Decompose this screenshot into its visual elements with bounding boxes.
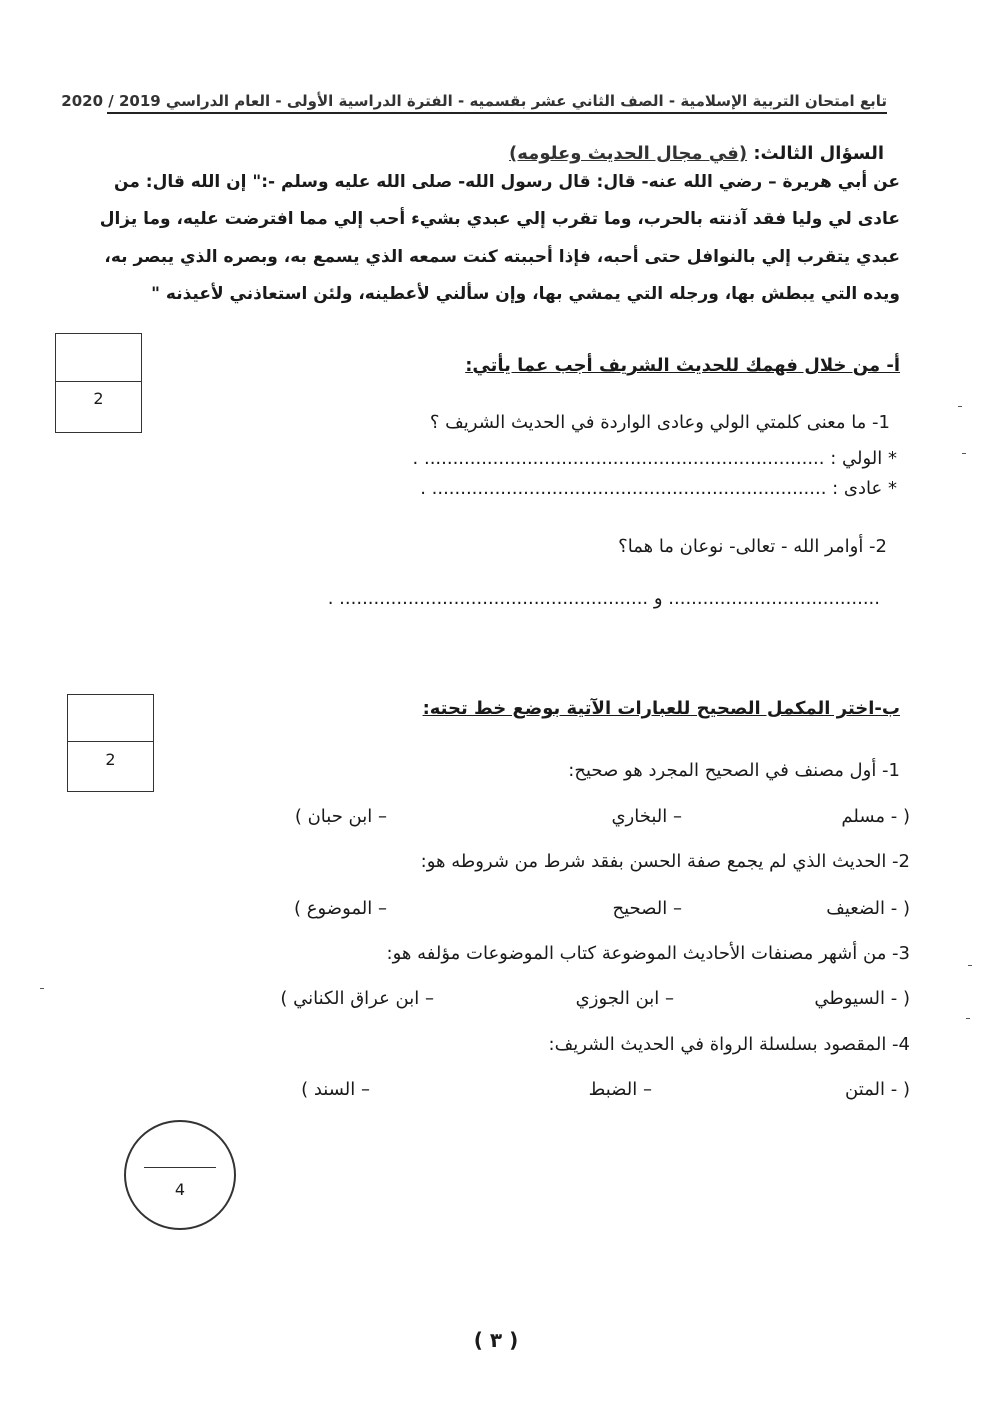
mcq-1-option-1[interactable]: ( - مسلم xyxy=(841,806,910,827)
question-label: السؤال الثالث: xyxy=(753,143,884,164)
scan-speck xyxy=(40,988,44,989)
mcq-1-option-3[interactable]: – ابن حبان ) xyxy=(294,806,387,827)
hadith-line-2: عادى لي وليا فقد آذنته بالحرب، وما تقرب إلي عبدي بشيء أحب إلي مما افترضت عليه، وما يزال xyxy=(99,209,900,229)
mcq-1-question: 1- أول مصنف في الصحيح المجرد هو صحيح: xyxy=(568,760,900,781)
score-box-a xyxy=(55,333,142,433)
total-score: 4 xyxy=(174,1180,186,1199)
mcq-3-question: 3- من أشهر مصنفات الأحاديث الموضوعة كتاب الموضوعات مؤلفه هو: xyxy=(386,943,910,964)
mcq-1-option-2[interactable]: – البخاري xyxy=(611,806,682,827)
mcq-4-question: 4- المقصود بسلسلة الرواة في الحديث الشريف: xyxy=(548,1034,910,1055)
question-title xyxy=(509,143,884,164)
mcq-3-option-1[interactable]: ( - السيوطي xyxy=(814,988,910,1009)
mcq-2-option-2[interactable]: – الصحيح xyxy=(612,898,682,919)
exam-header: تابع امتحان التربية الإسلامية - الصف الثاني عشر بقسميه - الفترة الدراسية الأولى - العام الدراسي 2019 / 2020 xyxy=(107,92,887,114)
total-score-circle xyxy=(124,1120,236,1230)
mcq-4-option-2[interactable]: – الضبط xyxy=(588,1079,652,1100)
question-1: 1- ما معنى كلمتي الولي وعادى الواردة في الحديث الشريف ؟ xyxy=(429,412,890,433)
hadith-line-4: ويده التي يبطش بها، ورجله التي يمشي بها، وإن سألني لأعطينه، ولئن استعاذني لأعيذنه " xyxy=(151,284,900,304)
hadith-line-3: عبدي يتقرب إلي بالنوافل حتى أحبه، فإذا أحببته كنت سمعه الذي يسمع به، وبصره الذي يبصر به، xyxy=(104,247,900,267)
hadith-line-1: عن أبي هريرة – رضي الله عنه- قال: قال رسول الله- صلى الله عليه وسلم -:" إن الله قال: من xyxy=(114,172,900,192)
scan-speck xyxy=(962,453,966,454)
scan-speck xyxy=(966,1018,970,1019)
page-number: ( ٣ ) xyxy=(473,1328,519,1352)
mcq-2-option-1[interactable]: ( - الضعيف xyxy=(826,898,910,919)
mcq-2-option-3[interactable]: – الموضوع ) xyxy=(294,898,387,919)
mcq-4-option-1[interactable]: ( - المتن xyxy=(845,1079,910,1100)
answer-line-q2[interactable]: ..................................... و ...................................................... . xyxy=(327,588,880,609)
score-a: 2 xyxy=(93,389,104,408)
answer-line-wali[interactable]: * الولي : ...................................................................... . xyxy=(412,448,897,469)
question-2: 2- أوامر الله - تعالى- نوعان ما هما؟ xyxy=(618,536,887,557)
mcq-4-option-3[interactable]: – السند ) xyxy=(301,1079,370,1100)
mcq-3-option-2[interactable]: – ابن الجوزي xyxy=(575,988,674,1009)
answer-line-aada[interactable]: * عادى : ..................................................................... . xyxy=(420,478,897,499)
score-b: 2 xyxy=(105,750,116,769)
scan-speck xyxy=(968,965,972,966)
score-box-b xyxy=(67,694,154,792)
mcq-2-question: 2- الحديث الذي لم يجمع صفة الحسن بفقد شرط من شروطه هو: xyxy=(420,851,910,872)
part-b-heading: ب-اختر المكمل الصحيح للعبارات الآتية بوضع خط تحته: xyxy=(422,698,900,719)
mcq-3-option-3[interactable]: – ابن عراق الكناني ) xyxy=(280,988,434,1009)
scan-speck xyxy=(958,406,962,407)
question-area: (في مجال الحديث وعلومه) xyxy=(509,143,748,164)
part-a-heading: أ- من خلال فهمك للحديث الشريف أجب عما يأتي: xyxy=(465,355,900,376)
